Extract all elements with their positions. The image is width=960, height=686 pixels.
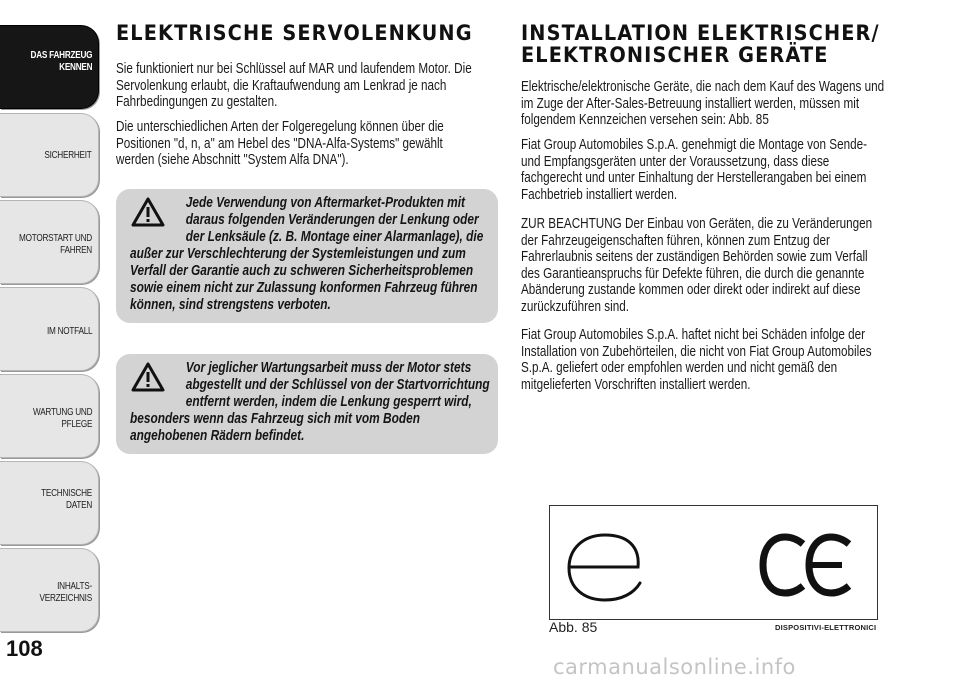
tab-motorstart-und-fahren[interactable] — [0, 200, 99, 284]
section-heading-installation: INSTALLATION ELEKTRISCHER/ ELEKTRONISCHER GERÄTE — [521, 21, 880, 67]
tab-label: INHALTS- VERZEICHNIS — [39, 581, 92, 604]
tab-label: DAS FAHRZEUG KENNEN — [30, 50, 92, 73]
warning-text: Vor jeglicher Wartungsarbeit muss der Motor stets abgestellt und der Schlüssel von der Startvorrichtung entfernt werden, indem die Lenkung gesperrt wird, besonders wenn das Fahrzeug sich mit vom Boden angehobenen Rädern befindet. — [130, 360, 490, 444]
paragraph: Sie funktioniert nur bei Schlüssel auf MAR und laufendem Motor. Die Servolenkung erlaubt, die Kraftaufwendung am Lenkrad je nach Fahrbedingungen zu gestalten. — [116, 60, 472, 110]
paragraph: Fiat Group Automobiles S.p.A. genehmigt die Montage von Sende- und Empfangsgeräten unter der Voraussetzung, dass diese fachgerecht und unter Einhaltung der Herstellerangaben bei einem Fachbetrieb installiert werden. — [521, 136, 868, 203]
section-heading-servolenkung: ELEKTRISCHE SERVOLENKUNG — [116, 21, 473, 45]
paragraph: ZUR BEACHTUNG Der Einbau von Geräten, die zu Veränderungen der Fahrzeugeigenschaften führen, können zum Entzug der Fahrerlaubnis seitens der zuständigen Behörden sowie zum Verfall des Garantieanspruchs für Defekte führen, die durch die genannte Abänderung zustande kommen oder direkt oder indirekt auf diese zurückzuführen sind. — [521, 215, 873, 315]
figure-code: DISPOSITIVI-ELETTRONICI — [775, 623, 877, 632]
tab-label: SICHERHEIT — [44, 150, 92, 161]
tab-wartung-und-pflege[interactable] — [0, 374, 99, 458]
tab-technische-daten[interactable] — [0, 461, 99, 545]
figure-abb-85 — [549, 505, 878, 620]
tab-sicherheit[interactable] — [0, 113, 99, 197]
warning-box — [116, 354, 498, 454]
tab-das-fahrzeug-kennen[interactable] — [0, 25, 99, 109]
tab-label: TECHNISCHE DATEN — [41, 488, 92, 511]
tab-label: MOTORSTART UND FAHREN — [19, 233, 92, 256]
paragraph: Elektrische/elektronische Geräte, die nach dem Kauf des Wagens und im Zuge der After-Sales-Betreuung installiert werden, müssen mit folgendem Kennzeichen versehen sein: Abb. 85 — [521, 78, 885, 128]
watermark: carmanualsonline.info — [553, 655, 796, 679]
tab-label: IM NOTFALL — [46, 326, 92, 337]
tab-im-notfall[interactable] — [0, 287, 99, 371]
warning-text: Jede Verwendung von Aftermarket-Produkten mit daraus folgenden Veränderungen der Lenkung oder der Lenksäule (z. B. Montage einer Alarmanlage), die außer zur Verschlechterung der Systemleistungen und zum Verfall der Garantie auch zu schweren Sicherheitsproblemen sowie einem nicht zur Zulassung konformen Fahrzeug führen können, sind strengstens verboten. — [130, 195, 484, 313]
paragraph: Die unterschiedlichen Arten der Folgeregelung können über die Positionen "d, n, a" am Hebel des "DNA-Alfa-Systems" gewählt werden (siehe Abschnitt "System Alfa DNA"). — [116, 118, 444, 168]
e-mark-icon — [569, 535, 640, 600]
ce-mark-icon — [763, 537, 849, 593]
tab-label: WARTUNG UND PFLEGE — [32, 407, 92, 430]
warning-box — [116, 189, 498, 323]
figure-caption: Abb. 85 — [549, 619, 598, 635]
paragraph: Fiat Group Automobiles S.p.A. haftet nicht bei Schäden infolge der Installation von Zubehörteilen, die nicht von Fiat Group Automobiles S.p.A. geliefert oder empfohlen werden und nicht gemäß den mitgelieferten Vorschriften installiert werden. — [521, 326, 872, 393]
figure-marks — [550, 506, 877, 619]
tab-inhaltsverzeichnis[interactable] — [0, 548, 99, 632]
page-number: 108 — [6, 636, 43, 661]
